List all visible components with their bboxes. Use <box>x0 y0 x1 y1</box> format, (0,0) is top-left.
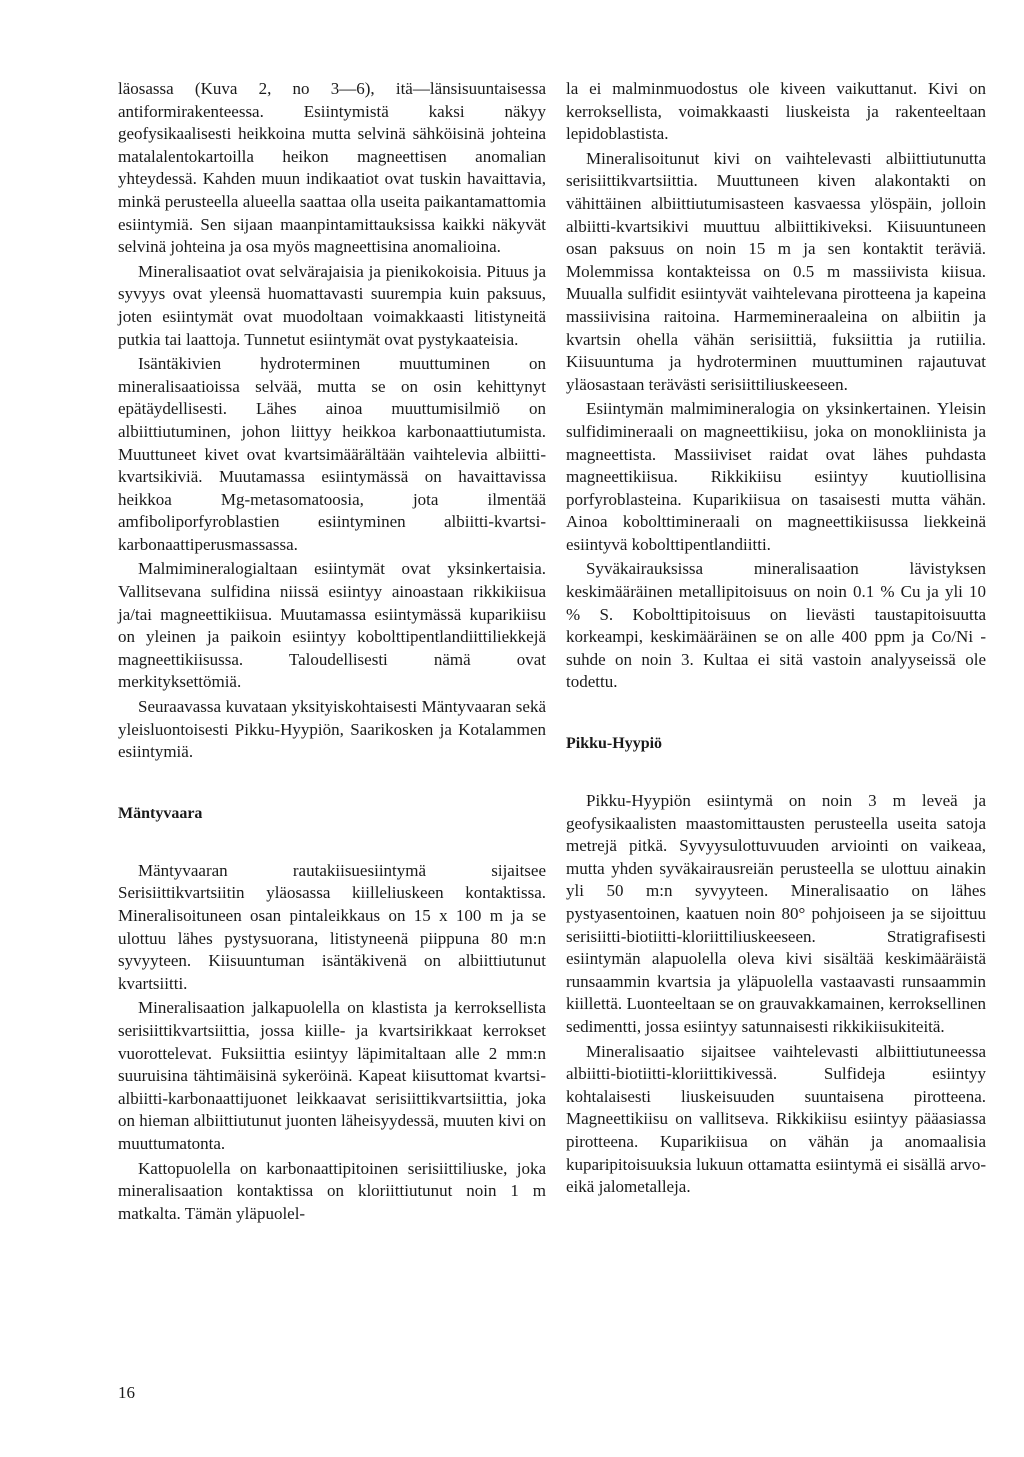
section-heading-mantyvaara: Mäntyvaara <box>118 804 203 822</box>
paragraph: Isäntäkivien hydroterminen muuttuminen on mineralisaatioissa selvää, mutta se on osin kehittynyt epätäydellisesti. Lähes ainoa muuttumisilmiö on albiittiutuminen, johon liittyy heikkoa karbonaattiutumista. Muuttuneet kivet ovat kvartsimäärältään vaihtelevia albiitti-kvartsikiviä. Muutamassa esiintymässä on havaittavissa heikkoa Mg-metasomatoosia, jota ilmentää amfiboliporfyroblastien esiintyminen albiitti-kvartsi-karbonaattiperusmassassa. <box>118 354 546 554</box>
paragraph: Mineralisoitunut kivi on vaihtelevasti albiittiutunutta serisiittikvartsiittia. Muuttuneen kiven alakontakti on vähittäinen albiittiutumisasteen kasvaessa ylöspäin, jolloin albiitti-kvartsikivi muuttuu albiittikiveksi. Kiisuuntuneen osan paksuus on noin 15 m ja sen kontaktit teräviä. Molemmissa kontakteissa on 0.5 m massiivista kiisua. Muualla sulfidit esiintyvät vaihtelevana pirotteena ja kapeina massiivisina raitoina. Harmemineraaleina on albiitin ja kvartsin ohella vähän serisiittiä, fuksiittia ja rutiilia. Kiisuuntuma ja hydroterminen muuttuminen rajautuvat yläosastaan terävästi serisiittiliuskeeseen. <box>566 148 986 394</box>
paragraph: Syväkairauksissa mineralisaation lävistyksen keskimääräinen metallipitoisuus on noin 0.1 % Cu ja yli 10 % S. Kobolttipitoisuus on lievästi taustapitoisuutta korkeampi, keskimääräinen se on alle 400 ppm ja Co/Ni -suhde on noin 3. Kultaa ei sitä vastoin analyyseissä ole todettu. <box>566 559 986 692</box>
paragraph: läosassa (Kuva 2, no 3—6), itä—länsisuuntaisessa antiformirakenteessa. Esiintymistä kaksi näkyy geofysikaalisesti heikkoina mutta selvinä sähköisinä johteina matalalentokartoilla heikon magneettisen anomalian yhteydessä. Kahden muun indikaatiot ovat tuskin havaittavia, minkä perusteella alueella saattaa olla useita paikantamattomia esiintymiä. Sen sijaan maanpintamittauksissa kaikki näkyvät selvinä johteina ja osa myös magneettisina anomalioina. <box>118 79 546 257</box>
right-column <box>566 78 986 1199</box>
paragraph: Seuraavassa kuvataan yksityiskohtaisesti Mäntyvaaran sekä yleisluontoisesti Pikku-Hyypiön, Saarikosken ja Kotalammen esiintymiä. <box>118 697 546 762</box>
paragraph: Mineralisaatiot ovat selvärajaisia ja pienikokoisia. Pituus ja syvyys ovat yleensä huomattavasti suurempia kuin paksuus, joten esiintymät ovat muodoltaan voimakkaasti litistyneitä putkia tai laattoja. Tunnetut esiintymät ovat pystykaateisia. <box>118 261 546 349</box>
section-heading-pikku-hyypio: Pikku-Hyypiö <box>566 735 663 753</box>
paragraph: Malmimineralogialtaan esiintymät ovat yksinkertaisia. Vallitsevana sulfidina niissä esiintyy ainoastaan rikkikiisua ja/tai magneettikiisua. Muutamassa esiintymässä kuparikiisu on yleinen ja paikoin esiintyy kobolttipentlandiittiliekkejä magneettikiisussa. Taloudellisesti nämä ovat merkityksettömiä. <box>118 559 546 692</box>
paragraph: la ei malminmuodostus ole kiveen vaikuttanut. Kivi on kerroksellista, voimakkaasti liuskeista ja rakenteeltaan lepidoblastista. <box>566 79 986 144</box>
left-column <box>118 78 546 1225</box>
paragraph: Esiintymän malmimineralogia on yksinkertainen. Yleisin sulfidimineraali on magneettikiisu, joka on monokliinista ja magneettista. Massiiviset raidat ovat lähes puhdasta magneettikiisua. Rikkikiisu esiintyy kuutiollisina porfyroblasteina. Kuparikiisua on tasaisesti mutta vähän. Ainoa kobolttimineraali on magneettikiisussa liekkeinä esiintyvä kobolttipentlandiitti. <box>566 399 986 554</box>
paragraph: Mäntyvaaran rautakiisuesiintymä sijaitsee Serisiittikvartsiitin yläosassa kiilleliuskeen kontaktissa. Mineralisoituneen osan pintaleikkaus on 15 x 100 m ja se ulottuu lähes pystysuorana, litistyneenä piippuna 80 m:n syvyyteen. Kiisuuntuman isäntäkivenä on albiittiutunut kvartsiitti. <box>118 860 546 993</box>
paragraph: Kattopuolella on karbonaattipitoinen serisiittiliuske, joka mineralisaation kontaktissa on kloriittiutunut noin 1 m matkalta. Tämän yläpuolel- <box>118 1158 546 1223</box>
page-number: 16 <box>118 1383 135 1402</box>
paragraph: Pikku-Hyypiön esiintymä on noin 3 m leveä ja geofysikaalisten maastomittausten perusteella useita satoja metrejä pitkä. Syvyysulottuvuuden arviointi on vaikeaa, mutta yhden syväkairausreiän perusteella se ulottuu ainakin yli 50 m:n syvyyteen. Mineralisaatio on lähes pystyasentoinen, kaatuen noin 80° pohjoiseen ja se sijoittuu serisiitti-biotiitti-kloriittiliuskeeseen. Stratigrafisesti esiintymän alapuolella oleva kivi sisältää keskimääräistä runsaammin kvartsia ja yläpuolella vastaavasti runsaammin kiillettä. Luonteeltaan se on grauvakkamainen, kerroksellinen sedimentti, jossa esiintyy satunnaisesti rikkikiisukiteitä. <box>566 791 986 1036</box>
paragraph: Mineralisaation jalkapuolella on klastista ja kerroksellista serisiittikvartsiittia, jossa kiille- ja kvartsirikkaat kerrokset vuorottelevat. Fuksiittia esiintyy läpimitaltaan alle 2 mm:n suuruisina tähtimäisinä sykeröinä. Kapeat kiisuttomat kvartsi-albiitti-karbonaattijuonet leikkaavat serisiittikvartsiittia, joka on hieman albiittiutunut juonten läheisyydessä, muuten kivi on muuttumatonta. <box>118 998 546 1153</box>
paragraph: Mineralisaatio sijaitsee vaihtelevasti albiittiutuneessa albiitti-biotiitti-kloriittikivessä. Sulfideja esiintyy kohtalaisesti liuskeisuuden suuntaisena pirotteena. Magneettikiisu on vallitseva. Rikkikiisu esiintyy pääasiassa pirotteena. Kuparikiisua on vähän ja anomaalisia kuparipitoisuuksia lukuun ottamatta esiintymä ei sisällä arvo- eikä jalometalleja. <box>566 1041 986 1197</box>
